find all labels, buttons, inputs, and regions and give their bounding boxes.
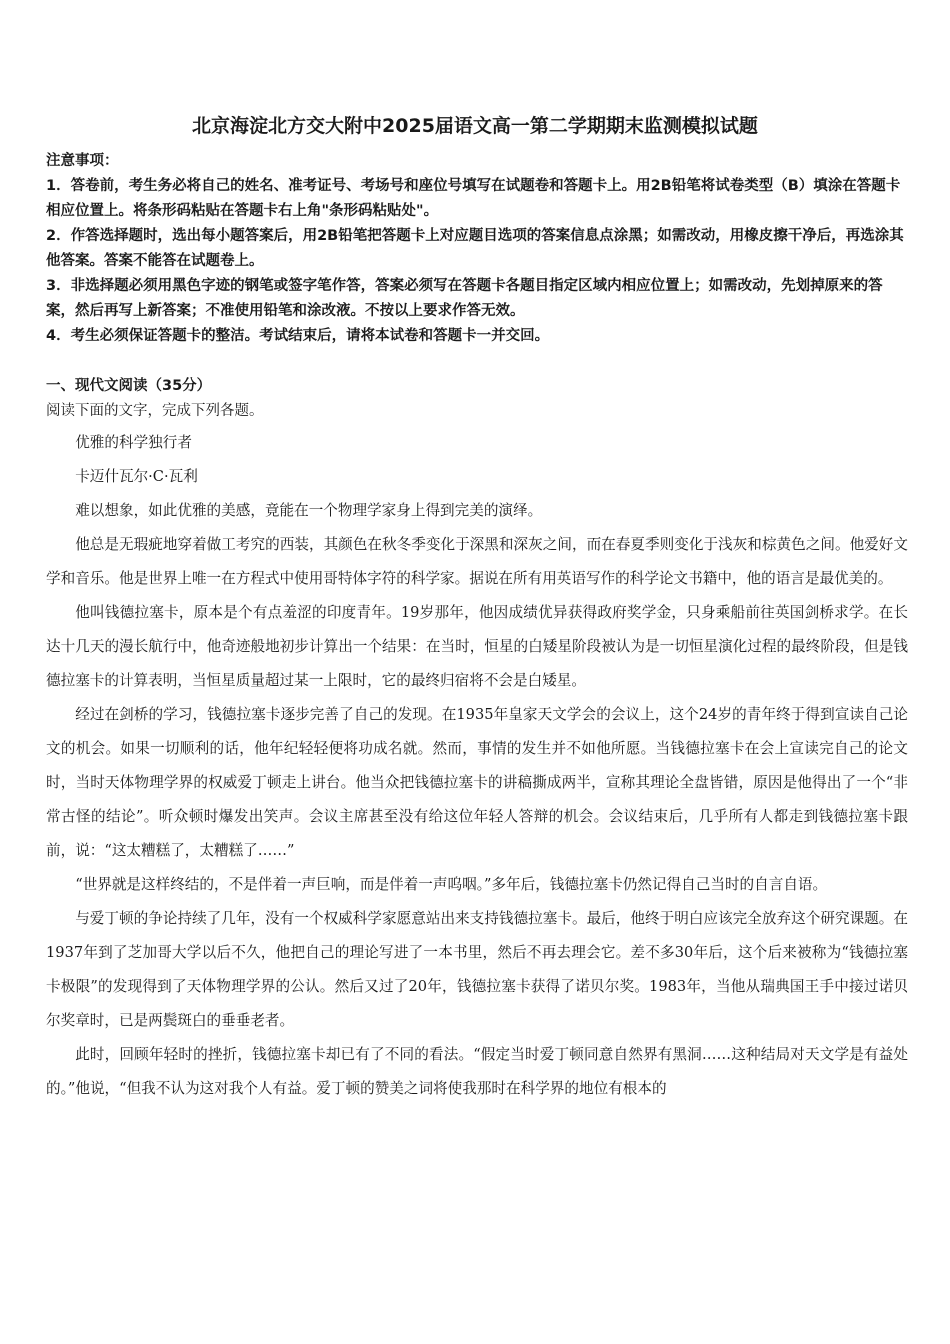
notice-item: 3．非选择题必须用黑色字迹的钢笔或签字笔作答，答案必须写在答题卡各题目指定区域内相应位置上；如需改动，先划掉原来的答案，然后再写上新答案；不准使用铅笔和涂改液。不按以上要求作答无效。 [46,278,883,319]
article-paragraph: 难以想象，如此优雅的美感，竟能在一个物理学家身上得到完美的演绎。 [75,502,543,519]
notice-block [46,149,908,349]
notice-item: 2．作答选择题时，选出每小题答案后，用2B铅笔把答题卡上对应题目选项的答案信息点涂黑；如需改动，用橡皮擦干净后，再选涂其他答案。答案不能答在试题卷上。 [46,228,904,269]
notice-item: 4．考生必须保证答题卡的整洁。考试结束后，请将本试卷和答题卡一并交回。 [46,328,550,344]
section-instruction: 阅读下面的文字，完成下列各题。 [46,403,264,419]
article-paragraph: 与爱丁顿的争论持续了几年，没有一个权威科学家愿意站出来支持钱德拉塞卡。最后，他终于明白应该完全放弃这个研究课题。在1937年到了芝加哥大学以后不久，他把自己的理论写进了一本书里，然后不再去理会它。差不多30年后，这个后来被称为“钱德拉塞卡极限”的发现得到了天体物理学界的公认。然后又过了20年，钱德拉塞卡获得了诺贝尔奖。1983年，当他从瑞典国王手中接过诺贝尔奖章时，已是两鬓斑白的垂垂老者。 [46,910,908,1029]
reading-passage [46,426,908,1106]
article-paragraph: 经过在剑桥的学习，钱德拉塞卡逐步完善了自己的发现。在1935年皇家天文学会的会议上，这个24岁的青年终于得到宣读自己论文的机会。如果一切顺利的话，他年纪轻轻便将功成名就。然而，事情的发生并不如他所愿。当钱德拉塞卡在会上宣读完自己的论文时，当时天体物理学界的权威爱丁顿走上讲台。他当众把钱德拉塞卡的讲稿撕成两半，宣称其理论全盘皆错，原因是他得出了一个“非常古怪的结论”。听众顿时爆发出笑声。会议主席甚至没有给这位年轻人答辩的机会。会议结束后，几乎所有人都走到钱德拉塞卡跟前，说：“这太糟糕了，太糟糕了……” [46,706,908,859]
notice-heading: 注意事项： [46,153,119,169]
article-paragraph: 他总是无瑕疵地穿着做工考究的西装，其颜色在秋冬季变化于深黑和深灰之间，而在春夏季则变化于浅灰和棕黄色之间。他爱好文学和音乐。他是世界上唯一在方程式中使用哥特体字符的科学家。据说在所有用英语写作的科学论文书籍中，他的语言是最优美的。 [46,536,908,587]
article-paragraph: 此时，回顾年轻时的挫折，钱德拉塞卡却已有了不同的看法。“假定当时爱丁顿同意自然界有黑洞……这种结局对天文学是有益处的。”他说，“但我不认为这对我个人有益。爱丁顿的赞美之词将使我那时在科学界的地位有根本的 [46,1046,908,1097]
exam-title: 北京海淀北方交大附中2025届语文高一第二学期期末监测模拟试题 [192,115,758,137]
article-paragraph: “世界就是这样终结的，不是伴着一声巨响，而是伴着一声呜咽。”多年后，钱德拉塞卡仍然记得自己当时的自言自语。 [75,876,828,893]
section-heading: 一、现代文阅读（35分） [46,378,212,394]
article-title: 优雅的科学独行者 [75,434,192,451]
article-author: 卡迈什瓦尔·C·瓦利 [75,468,198,485]
notice-item: 1．答卷前，考生务必将自己的姓名、准考证号、考场号和座位号填写在试题卷和答题卡上。用2B铅笔将试卷类型（B）填涂在答题卡相应位置上。将条形码粘贴在答题卡右上角"条形码粘贴处"。 [46,178,901,219]
article-paragraph: 他叫钱德拉塞卡，原本是个有点羞涩的印度青年。19岁那年，他因成绩优异获得政府奖学金，只身乘船前往英国剑桥求学。在长达十几天的漫长航行中，他奇迹般地初步计算出一个结果：在当时，恒星的白矮星阶段被认为是一切恒星演化过程的最终阶段，但是钱德拉塞卡的计算表明，当恒星质量超过某一上限时，它的最终归宿将不会是白矮星。 [46,604,908,689]
